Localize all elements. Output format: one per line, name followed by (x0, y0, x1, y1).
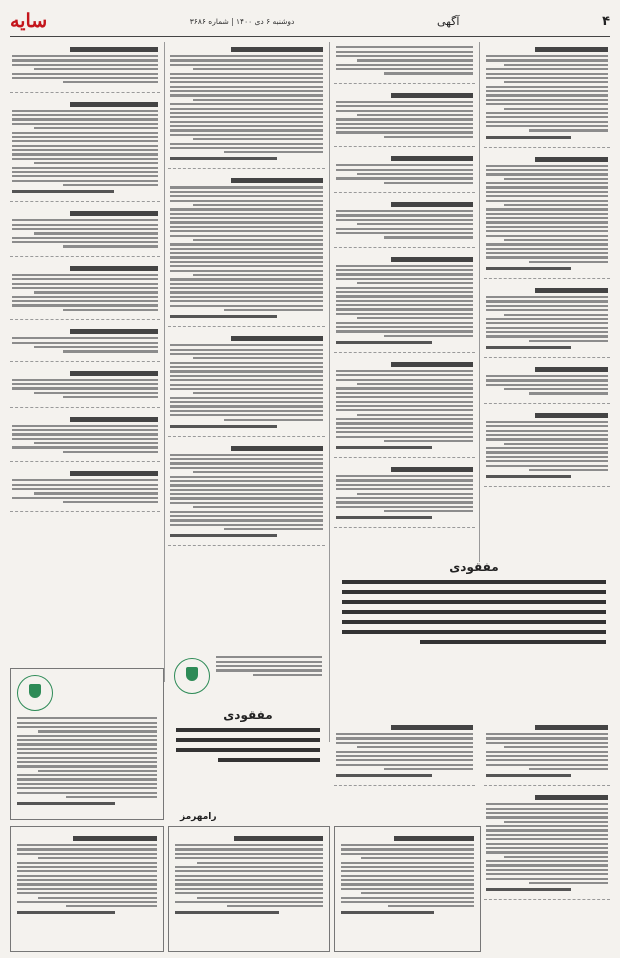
notice-block (484, 720, 610, 786)
notice-block (334, 720, 475, 786)
notice-block (10, 97, 160, 203)
notice-block (484, 42, 610, 148)
notice-block (334, 357, 475, 458)
official-notice-box (10, 668, 164, 820)
car-loss-title: مفقودی (449, 560, 499, 574)
bottom-center-notices (334, 720, 475, 815)
notice-block (484, 283, 610, 358)
emblem-icon (17, 675, 53, 711)
section-title: آگهی (436, 14, 460, 28)
page-header (10, 8, 610, 34)
newspaper-logo: سایه (10, 10, 48, 32)
notice-block (484, 152, 610, 279)
card-loss-stamp: رامهرمز (180, 812, 217, 822)
column-3 (168, 42, 325, 682)
card-loss-title: مفقودی (223, 708, 273, 722)
notice-block (334, 197, 475, 248)
bottom-right-notices (484, 720, 610, 950)
notice-block (10, 412, 160, 463)
header-rule (10, 36, 610, 37)
issue-info: دوشنبه ۶ دی ۱۴۰۰ | شماره ۳۶۸۶ (189, 16, 295, 26)
column-4 (10, 42, 160, 682)
notice-block (334, 88, 475, 147)
notice-block (484, 362, 610, 404)
notice-block (334, 42, 475, 84)
column-divider (329, 42, 330, 742)
center-notice-strip (168, 648, 328, 704)
notice-block (484, 408, 610, 487)
notice-block (334, 462, 475, 528)
car-loss-notice (338, 560, 610, 710)
notice-block (168, 173, 325, 327)
notice-block (168, 441, 325, 547)
page-number: ۴ (602, 13, 610, 29)
notice-block (10, 324, 160, 362)
notice-block (484, 790, 610, 900)
notice-block (334, 252, 475, 353)
notice-block (10, 261, 160, 320)
column-2 (334, 42, 475, 562)
notice-block (10, 206, 160, 257)
official-notice-box (10, 826, 164, 952)
column-1 (484, 42, 610, 562)
notice-block (10, 42, 160, 93)
notice-block (10, 466, 160, 512)
column-divider (479, 42, 480, 562)
official-notice-box (334, 826, 481, 952)
notice-block (10, 366, 160, 408)
notice-block (168, 331, 325, 437)
notice-block (168, 42, 325, 169)
notice-block (334, 151, 475, 193)
column-divider (164, 42, 165, 682)
emblem-icon (174, 658, 210, 694)
card-loss-notice (172, 708, 324, 808)
official-notice-box (168, 826, 330, 952)
